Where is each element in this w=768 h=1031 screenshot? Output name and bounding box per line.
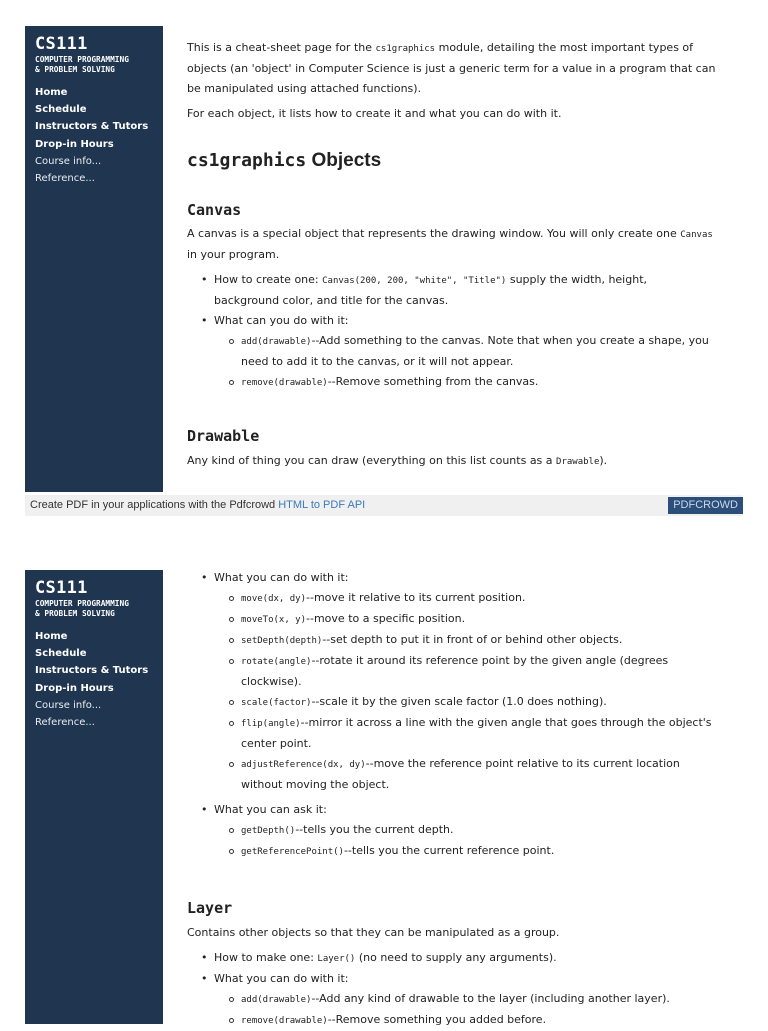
site-tagline: [35, 599, 129, 619]
list-item: [187, 311, 747, 331]
list-item: [187, 800, 747, 820]
sidebar-nav: [35, 628, 148, 731]
main-content: [187, 38, 747, 472]
text: This is a cheat-sheet page for the: [187, 41, 376, 54]
tagline-line: & PROBLEM SOLVING: [35, 609, 115, 618]
text: --rotate it around its reference point by the given angle (degrees: [311, 654, 669, 667]
inline-code: Canvas(200, 200, "white", "Title"): [322, 276, 507, 286]
text: What can you do with it:: [214, 314, 349, 327]
text: in your program.: [187, 248, 280, 261]
list-item: [187, 948, 747, 969]
list-item: [187, 588, 747, 609]
text: --move the reference point relative to its current location: [365, 757, 680, 770]
inline-code: cs1graphics: [375, 44, 436, 54]
text: How to make one:: [214, 951, 318, 964]
list-item: [187, 630, 747, 651]
list-item: [187, 692, 747, 713]
nav-drop-in-hours[interactable]: Drop-in Hours: [35, 138, 114, 150]
sidebar: [25, 26, 163, 492]
section-heading-layer: Layer: [187, 899, 233, 917]
text: --set depth to put it in front of or behind other objects.: [322, 633, 623, 646]
list-item: [187, 754, 747, 795]
inline-code: flip(angle): [241, 719, 301, 729]
section-heading-drawable: Drawable: [187, 427, 260, 445]
title-text: Objects: [306, 150, 382, 171]
list-item: [187, 331, 747, 372]
text: background color, and title for the canvas.: [214, 294, 449, 307]
nav-drop-in-hours[interactable]: Drop-in Hours: [35, 682, 114, 694]
inline-code: getDepth(): [241, 826, 296, 836]
footer-text: [30, 495, 365, 516]
text: objects (an 'object' in Computer Science is just a generic term for a value in a program that can: [187, 62, 716, 75]
tagline-line: & PROBLEM SOLVING: [35, 65, 115, 74]
nav-course-info[interactable]: Course info...: [35, 699, 102, 711]
inline-code: move(dx, dy): [241, 594, 307, 604]
intro-paragraph: [187, 38, 747, 99]
inline-code: add(drawable): [241, 995, 312, 1005]
drawable-description: [187, 451, 747, 472]
nav-reference[interactable]: Reference...: [35, 716, 95, 728]
inline-code: remove(drawable): [241, 1016, 328, 1026]
inline-code: scale(factor): [241, 698, 312, 708]
main-content: [187, 568, 747, 1031]
list-item: [187, 609, 747, 630]
tagline-line: COMPUTER PROGRAMMING: [35, 599, 129, 608]
text: without moving the object.: [241, 778, 390, 791]
layer-description: Contains other objects so that they can be manipulated as a group.: [187, 926, 560, 939]
page-title: [187, 148, 747, 174]
list-item: [187, 372, 747, 393]
sidebar: [25, 570, 163, 1024]
site-logo[interactable]: CS111: [35, 34, 88, 54]
sidebar-nav: [35, 84, 148, 187]
layer-list: [187, 948, 747, 1031]
site-logo[interactable]: CS111: [35, 578, 88, 598]
inline-code: Layer(): [317, 954, 356, 964]
inline-code: adjustReference(dx, dy): [241, 760, 366, 770]
nav-reference[interactable]: Reference...: [35, 172, 95, 184]
text: --tells you the current reference point.: [343, 844, 555, 857]
list-item: [187, 713, 747, 754]
text: --Remove something from the canvas.: [327, 375, 539, 388]
list-item: [187, 1010, 747, 1031]
text: --mirror it across a line with the given angle that goes through the object's: [300, 716, 712, 729]
tagline-line: COMPUTER PROGRAMMING: [35, 55, 129, 64]
text: --move it relative to its current position.: [306, 591, 526, 604]
text: What you can ask it:: [214, 803, 327, 816]
canvas-description: [187, 224, 747, 265]
inline-code: Drawable: [556, 457, 600, 467]
list-item: [187, 989, 747, 1010]
text: need to add it to the canvas, or it will not appear.: [241, 355, 514, 368]
html-to-pdf-link[interactable]: HTML to PDF API: [278, 499, 366, 511]
title-code: cs1graphics: [187, 150, 307, 171]
nav-course-info[interactable]: Course info...: [35, 155, 102, 167]
list-item: [187, 820, 747, 841]
drawable-list: [187, 568, 747, 862]
list-item: [187, 651, 747, 692]
canvas-list: [187, 270, 747, 393]
list-item: [187, 969, 747, 989]
nav-schedule[interactable]: Schedule: [35, 104, 87, 116]
text: --Add something to the canvas. Note that when you create a shape, you: [311, 334, 709, 347]
list-item: [187, 841, 747, 862]
inline-code: getReferencePoint(): [241, 847, 344, 857]
text: --tells you the current depth.: [295, 823, 454, 836]
inline-code: moveTo(x, y): [241, 615, 307, 625]
text: --scale it by the given scale factor (1.0 does nothing).: [311, 695, 607, 708]
text: --Add any kind of drawable to the layer (including another layer).: [311, 992, 670, 1005]
text: module, detailing the most important types of: [435, 41, 694, 54]
pdfcrowd-badge[interactable]: PDFCROWD: [668, 497, 743, 514]
nav-schedule[interactable]: Schedule: [35, 648, 87, 660]
nav-instructors-tutors[interactable]: Instructors & Tutors: [35, 665, 149, 677]
nav-instructors-tutors[interactable]: Instructors & Tutors: [35, 121, 149, 133]
inline-code: remove(drawable): [241, 378, 328, 388]
text: --move to a specific position.: [306, 612, 466, 625]
inline-code: add(drawable): [241, 337, 312, 347]
text: Any kind of thing you can draw (everything on this list counts as a: [187, 454, 557, 467]
text: What you can do with it:: [214, 972, 349, 985]
text: clockwise).: [241, 675, 302, 688]
text: A canvas is a special object that represents the drawing window. You will only create one: [187, 227, 681, 240]
text: supply the width, height,: [506, 273, 648, 286]
text: --Remove something you added before.: [327, 1013, 547, 1026]
text: ).: [599, 454, 608, 467]
section-heading-canvas: Canvas: [187, 201, 242, 219]
text: center point.: [241, 737, 312, 750]
pdf-footer: [25, 495, 743, 516]
list-item: [187, 568, 747, 588]
intro-paragraph-2: For each object, it lists how to create it and what you can do with it.: [187, 107, 562, 120]
text: Create PDF in your applications with the Pdfcrowd: [30, 499, 279, 511]
inline-code: rotate(angle): [241, 657, 312, 667]
site-tagline: [35, 55, 129, 75]
text: How to create one:: [214, 273, 323, 286]
nav-home[interactable]: Home: [35, 631, 68, 642]
text: be manipulated using attached functions).: [187, 82, 422, 95]
text: What you can do with it:: [214, 571, 349, 584]
inline-code: Canvas: [680, 230, 713, 240]
nav-home[interactable]: Home: [35, 87, 68, 98]
list-item: [187, 270, 747, 311]
text: (no need to supply any arguments).: [355, 951, 557, 964]
inline-code: setDepth(depth): [241, 636, 323, 646]
